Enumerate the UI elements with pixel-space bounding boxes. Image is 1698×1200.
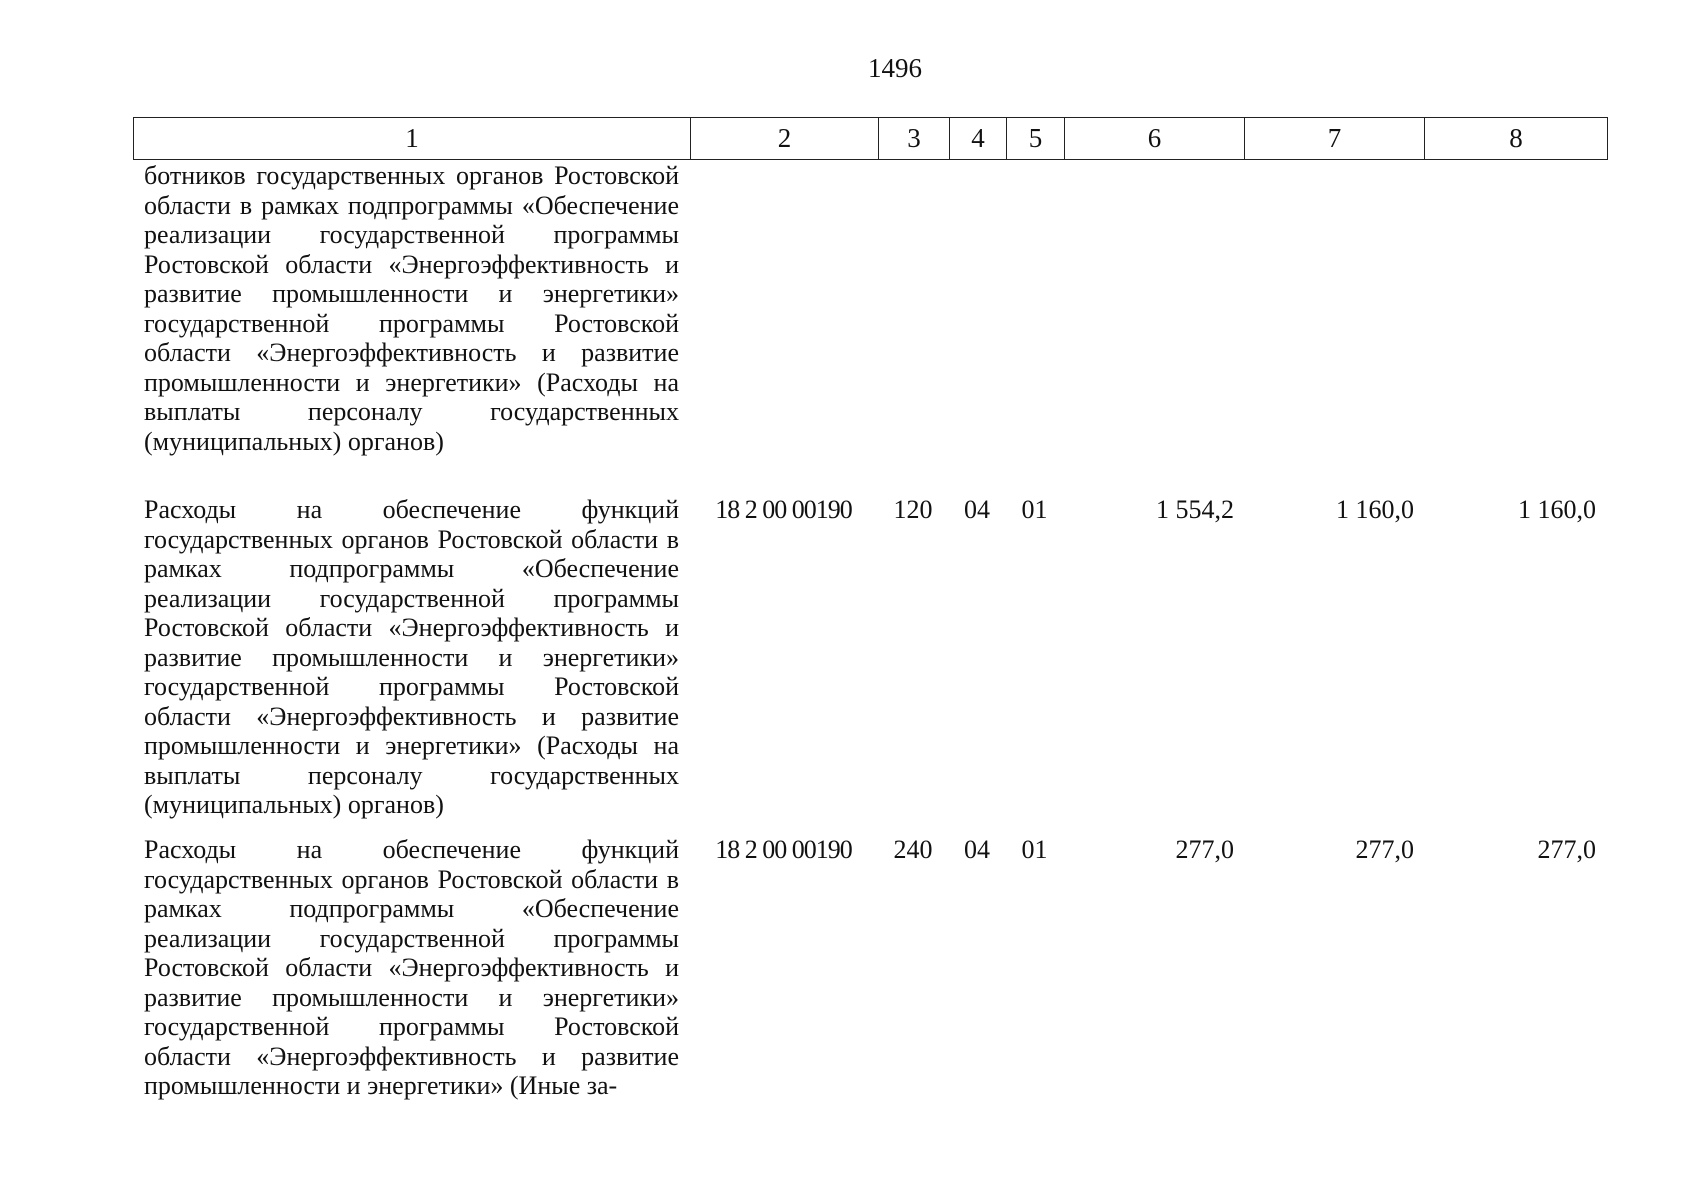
- row-section: 04: [964, 495, 990, 524]
- row-amount-col8: 277,0: [1537, 835, 1596, 864]
- row-subsection: 01: [1021, 835, 1048, 864]
- column-header-7: 7: [1245, 118, 1425, 160]
- column-header-2: 2: [691, 118, 879, 160]
- row-amount-col6: 1 554,2: [1156, 495, 1234, 524]
- table-header: [133, 117, 1608, 160]
- row-amount-col6: 277,0: [1175, 835, 1234, 864]
- row-description: ботников государственных органов Ростовской области в рамках подпрограммы «Обеспечение реализации государственной программы Ростовской области «Энергоэффективность и развитие промышленности и энергетики» государственной программы Ростовской области «Энергоэффективность и развитие промышленности и энергетики» (Расходы на выплаты персоналу государственных (муниципальных) органов): [144, 161, 679, 456]
- row-expense-type: 120: [893, 495, 933, 524]
- row-description: Расходы на обеспечение функций государственных органов Ростовской области в рамках подпрограммы «Обеспечение реализации государственной программы Ростовской области «Энергоэффективность и развитие промышленности и энергетики» государственной программы Ростовской области «Энергоэффективность и развитие промышленности и энергетики» (Иные за-: [144, 835, 679, 1100]
- row-target-code: 18 2 00 00190: [715, 835, 852, 864]
- row-section: 04: [964, 835, 990, 864]
- column-header-3: 3: [879, 118, 950, 160]
- row-description: Расходы на обеспечение функций государственных органов Ростовской области в рамках подпрограммы «Обеспечение реализации государственной программы Ростовской области «Энергоэффективность и развитие промышленности и энергетики» государственной программы Ростовской области «Энергоэффективность и развитие промышленности и энергетики» (Расходы на выплаты персоналу государственных (муниципальных) органов): [144, 495, 679, 819]
- row-amount-col8: 1 160,0: [1518, 495, 1596, 524]
- column-header-6: 6: [1065, 118, 1245, 160]
- row-subsection: 01: [1021, 495, 1048, 524]
- column-header-4: 4: [950, 118, 1007, 160]
- column-header-1: 1: [134, 118, 691, 160]
- column-header-5: 5: [1007, 118, 1065, 160]
- row-expense-type: 240: [893, 835, 933, 864]
- row-amount-col7: 277,0: [1355, 835, 1414, 864]
- page-number: 1496: [868, 53, 922, 83]
- row-target-code: 18 2 00 00190: [715, 495, 852, 524]
- row-amount-col7: 1 160,0: [1336, 495, 1414, 524]
- column-header-8: 8: [1425, 118, 1608, 160]
